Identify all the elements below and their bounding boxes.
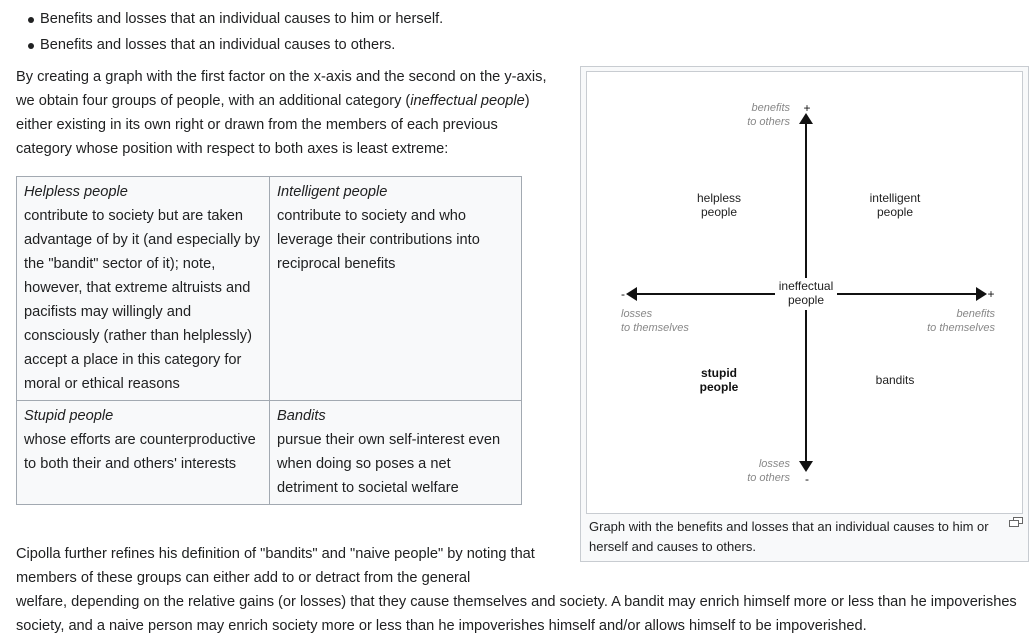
y-top-label-1: benefits	[751, 102, 790, 114]
paragraph-welfare: welfare, depending on the relative gains (or losses) that they cause themselves and society. A bandit may enrich himself more or less than he impoverishes society, and a naive person may enrich society more or less than he impoverishes himself and/or allows himself to be impoverished.	[16, 594, 1017, 634]
bullet-text: Benefits and losses that an individual causes to him or herself.	[40, 11, 444, 27]
x-left-label-2: to themselves	[621, 322, 689, 334]
y-bottom-label-2: to others	[747, 472, 790, 484]
cell-text: whose efforts are counterproductive to both their and others' interests	[24, 432, 256, 472]
cell-title: Intelligent people	[277, 184, 388, 200]
bullet-dot-icon	[28, 17, 34, 23]
x-left-sign: -	[621, 287, 625, 301]
y-bottom-sign: -	[805, 472, 809, 486]
quadrant-helpless-label-1: helpless	[696, 191, 742, 205]
list-item	[16, 6, 443, 32]
y-top-label-2: to others	[747, 116, 790, 128]
center-label-2: people	[787, 293, 825, 307]
diagram-image[interactable]	[586, 71, 1023, 514]
cell-text: contribute to society but are taken advantage of by it (and especially by the "bandit" sector of it); note, however, that extreme altruists and pacifists may willingly and consciously (rather than helplessly) accept a place in this category for moral or ethical reasons	[24, 208, 261, 392]
cell-title: Helpless people	[24, 184, 128, 200]
intro-text-1: By creating a graph with the first factor on the x-axis and the second on the y-axis, we obtain four groups of people, with an additional category (	[16, 69, 547, 109]
cell-title: Stupid people	[24, 408, 114, 424]
quadrant-stupid-label-2: people	[699, 380, 739, 394]
quadrant-helpless-label-2: people	[700, 205, 738, 219]
quadrant-stupid-label-1: stupid	[701, 366, 737, 380]
y-bottom-label-1: losses	[758, 458, 790, 470]
bullet-list	[16, 6, 443, 58]
table-cell-bandits	[270, 401, 522, 505]
intro-italic-term: ineffectual people	[410, 93, 525, 109]
table-row	[17, 401, 522, 505]
figure-thumb	[580, 66, 1029, 562]
quadrant-bandits-label: bandits	[875, 373, 915, 387]
cell-text: pursue their own self-interest even when doing so poses a net detriment to societal welfare	[277, 432, 501, 496]
figure-caption: Graph with the benefits and losses that an individual causes to him or herself and causes to others.	[589, 519, 989, 554]
bullet-dot-icon	[28, 43, 34, 49]
intro-text-2: ) either existing in its own right or drawn from the members of each previous category whose position with respect to both axes is least extreme:	[16, 93, 530, 157]
table-row	[17, 177, 522, 401]
x-left-label-1: losses	[621, 308, 653, 320]
paragraph-cipolla: Cipolla further refines his definition of "bandits" and "naive people" by noting that members of these groups can either add to or detract from the general	[16, 546, 535, 586]
x-axis-arrow-right-icon	[976, 287, 987, 301]
cell-title: Bandits	[277, 408, 326, 424]
table-cell-intelligent	[270, 177, 522, 401]
quadrant-intelligent-label-2: people	[876, 205, 914, 219]
cell-text: contribute to society and who leverage their contributions into reciprocal benefits	[277, 208, 480, 272]
x-axis-arrow-left-icon	[626, 287, 637, 301]
y-axis-arrow-down-icon	[799, 461, 813, 472]
x-right-label-2: to themselves	[927, 322, 995, 334]
bullet-text: Benefits and losses that an individual causes to others.	[40, 37, 396, 53]
table-cell-stupid	[17, 401, 270, 505]
quadrant-intelligent-label-1: intelligent	[869, 191, 921, 205]
x-right-label-1: benefits	[956, 308, 995, 320]
table-cell-helpless	[17, 177, 270, 401]
y-top-sign: +	[803, 101, 811, 115]
x-right-sign: +	[987, 287, 995, 301]
cipolla-diagram	[587, 72, 1022, 513]
center-label-1: ineffectual	[778, 279, 834, 293]
list-item	[16, 32, 443, 58]
magnify-clip-icon[interactable]	[1009, 517, 1023, 527]
intro-paragraph	[16, 65, 556, 161]
groups-table	[16, 176, 522, 505]
